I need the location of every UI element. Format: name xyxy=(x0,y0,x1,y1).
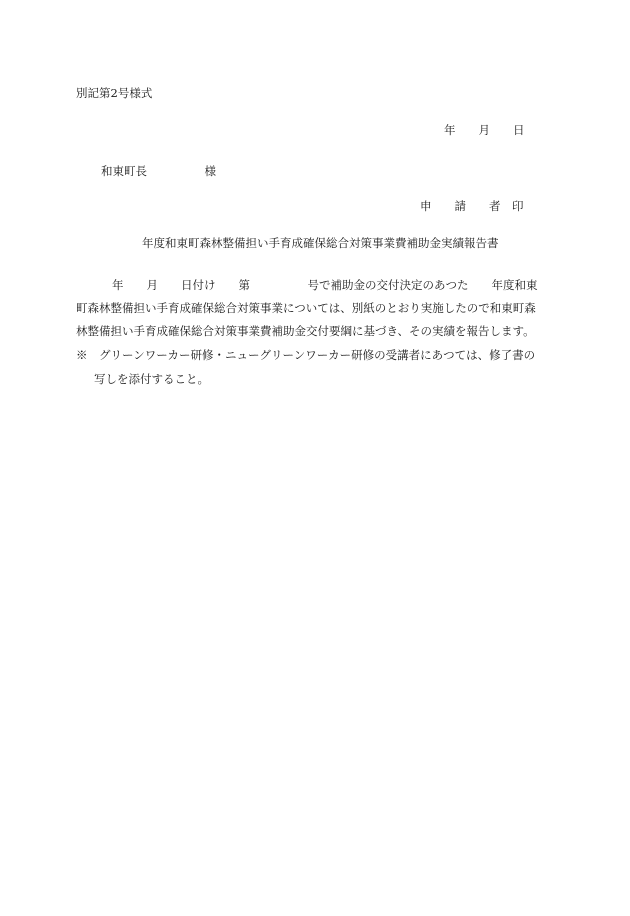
note-line: ※ グリーンワーカー研修・ニューグリーンワーカー研修の受講者にあつては、修了書の xyxy=(76,348,536,362)
body-line: 町森林整備担い手育成確保総合対策事業については、別紙のとおり実施したので和東町森 xyxy=(76,301,536,315)
body-line: 林整備担い手育成確保総合対策事業費補助金交付要綱に基づき、その実績を報告します。 xyxy=(76,324,535,338)
note-line: 写しを添付すること。 xyxy=(94,372,209,386)
applicant-seal-line: 申 請 者 印 xyxy=(420,199,524,213)
form-number: 別記第2号様式 xyxy=(76,86,153,100)
date-line: 年 月 日 xyxy=(444,123,525,137)
body-line: 年 月 日付け 第 号で補助金の交付決定のあつた 年度和東 xyxy=(112,278,538,292)
document-title: 年度和東町森林整備担い手育成確保総合対策事業費補助金実績報告書 xyxy=(142,236,499,250)
addressee: 和東町長 様 xyxy=(101,164,216,178)
